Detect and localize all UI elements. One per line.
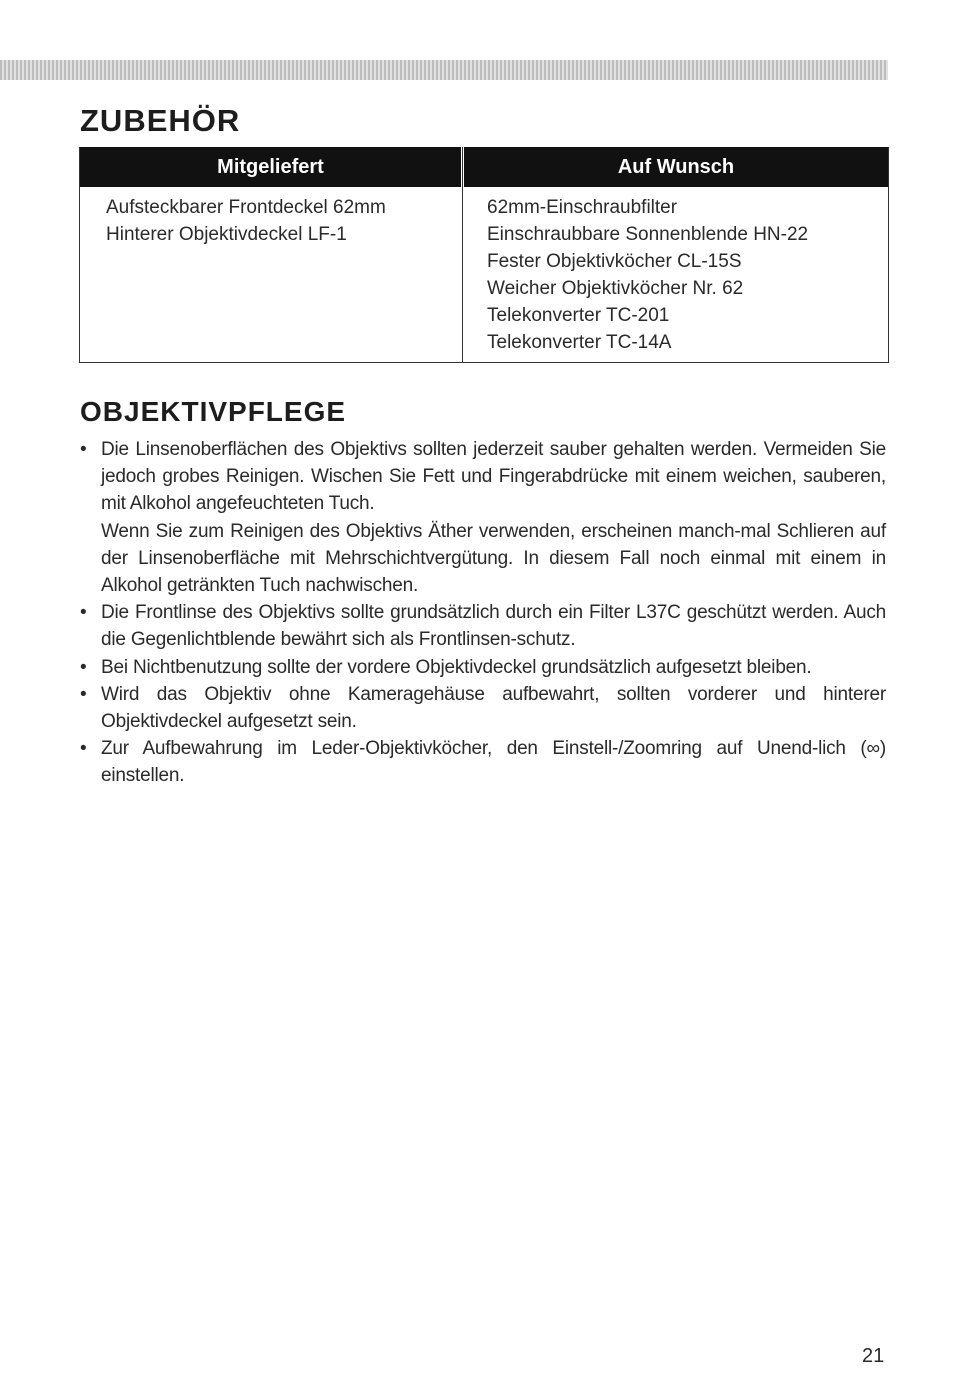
care-paragraph: Zur Aufbewahrung im Leder-Objektivköcher, den Einstell-/Zoomring auf Unend-lich (∞) einstellen. [101, 738, 886, 787]
care-paragraph: Bei Nichtbenutzung sollte der vordere Objektivdeckel grundsätzlich aufgesetzt bleiben. [101, 656, 812, 678]
optional-item: Telekonverter TC-14A [487, 332, 672, 353]
optional-item: 62mm-Einschraubfilter [487, 197, 678, 218]
care-paragraph: Wenn Sie zum Reinigen des Objektivs Äther verwenden, erscheinen manch-mal Schlieren auf der Linsenoberfläche mit Mehrschichtvergütung. In diesem Fall noch einmal mit einem in Alkohol getränkten Tuch nachwischen. [101, 520, 886, 597]
care-list-item [80, 735, 886, 789]
care-list-item [80, 654, 886, 681]
care-list-item [80, 681, 886, 735]
optional-item: Einschraubbare Sonnenblende HN-22 [487, 224, 809, 245]
lens-care-list [80, 436, 886, 790]
care-list-item [80, 436, 886, 599]
supplied-header: Mitgeliefert [80, 147, 461, 187]
optional-column [463, 147, 888, 362]
accessories-table [79, 147, 889, 363]
header-band [0, 60, 888, 80]
optional-item: Fester Objektivköcher CL-15S [487, 251, 742, 272]
supplied-column [80, 147, 463, 362]
bullet-icon: • [80, 656, 87, 678]
care-paragraph: Die Frontlinse des Objektivs sollte grundsätzlich durch ein Filter L37C geschützt werden. Auch die Gegenlichtblende bewährt sich als Frontlinsen-schutz. [101, 602, 886, 651]
accessories-heading: ZUBEHÖR [80, 103, 241, 138]
optional-item: Telekonverter TC-201 [487, 305, 670, 326]
bullet-icon: • [80, 439, 87, 460]
optional-header: Auf Wunsch [464, 147, 888, 187]
bullet-icon: • [80, 602, 87, 624]
supplied-list [80, 187, 462, 248]
care-paragraph: Die Linsenoberflächen des Objektivs sollten jederzeit sauber gehalten werden. Vermeiden Sie jedoch grobes Reinigen. Wischen Sie Fett und Fingerabdrücke mit einem weichen, sauberen, mit Alkohol angefeuchteten Tuch. [101, 439, 886, 515]
lens-care-heading: OBJEKTIVPFLEGE [80, 396, 347, 427]
supplied-item: Aufsteckbarer Frontdeckel 62mm [106, 197, 386, 218]
optional-item: Weicher Objektivköcher Nr. 62 [487, 278, 744, 299]
bullet-icon: • [80, 738, 87, 760]
care-list-item [80, 599, 886, 653]
care-paragraph: Wird das Objektiv ohne Kameragehäuse aufbewahrt, sollten vorderer und hinterer Objektivdeckel aufgesetzt sein. [101, 683, 886, 733]
bullet-icon: • [80, 683, 87, 705]
supplied-item: Hinterer Objektivdeckel LF-1 [106, 224, 347, 245]
page-number: 21 [862, 1345, 885, 1367]
optional-list [463, 187, 888, 356]
